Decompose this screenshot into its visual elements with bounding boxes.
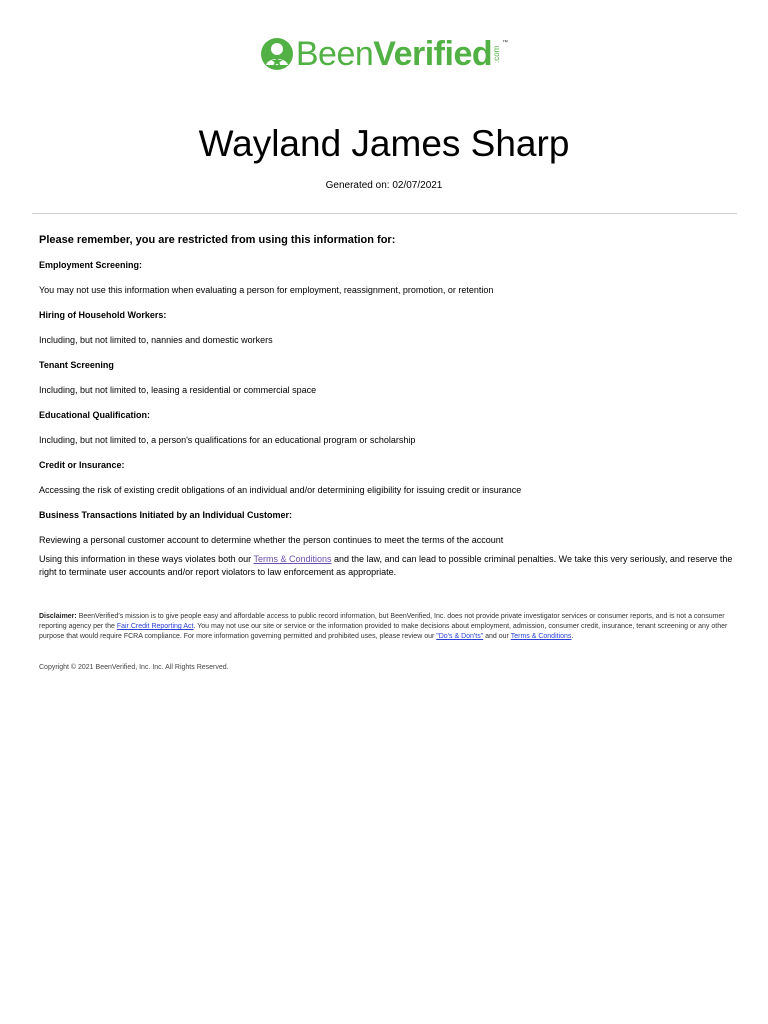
report-title: Wayland James Sharp — [198, 123, 570, 164]
generated-date: Generated on: 02/07/2021 — [325, 180, 443, 191]
disclaimer: Disclaimer: BeenVerified's mission is to give people easy and affordable access to public record information, but BeenVerified, Inc. does not provide private investigator services or consumer reports, and is not a consumer reporting agency per the Fair Credit Reporting Act. You may not use our site or service or the information provided to make decisions about employment, admission, consumer credit, insurance, tenant screening or any other purpose that would require FCRA compliance. For more information governing permitted and prohibited uses, please review our "Do's & Don'ts" and our Terms & Conditions. — [39, 613, 728, 640]
restriction-title: Tenant Screening — [39, 360, 114, 370]
restriction-text: Including, but not limited to, nannies and domestic workers — [39, 335, 273, 345]
logo-com: .com — [492, 45, 502, 63]
dos-donts-link[interactable]: "Do's & Don'ts" — [436, 633, 484, 640]
restriction-title: Educational Qualification: — [39, 410, 151, 420]
restriction-text: You may not use this information when evaluating a person for employment, reassignment, promotion, or retention — [39, 285, 494, 295]
disclaimer-label: Disclaimer: — [39, 613, 77, 620]
person-star-icon — [260, 37, 294, 71]
restrictions-section — [39, 234, 739, 579]
restrictions-heading: Please remember, you are restricted from using this information for: — [39, 234, 396, 246]
warning-text: Using this information in these ways violates both our Terms & Conditions and the law, and can lead to possible criminal penalties. We take this very seriously, and reserve the right to terminate user accounts and/or report violators to law enforcement as appropriate. — [39, 554, 733, 577]
logo-wordmark: BeenVerified — [295, 35, 493, 73]
restriction-text: Accessing the risk of existing credit obligations of an individual and/or determining eligibility for issuing credit or insurance — [39, 485, 522, 495]
restriction-title: Business Transactions Initiated by an Individual Customer: — [39, 510, 293, 520]
restriction-text: Including, but not limited to, leasing a residential or commercial space — [39, 385, 317, 395]
restriction-text: Including, but not limited to, a person's qualifications for an educational program or scholarship — [39, 435, 416, 445]
fcra-link[interactable]: Fair Credit Reporting Act — [116, 623, 194, 630]
logo-trademark: ™ — [502, 40, 509, 46]
restriction-text: Reviewing a personal customer account to determine whether the person continues to meet the terms of the account — [39, 535, 504, 545]
brand-logo — [0, 36, 768, 72]
restriction-title: Hiring of Household Workers: — [39, 310, 167, 320]
restriction-title: Employment Screening: — [39, 260, 143, 270]
terms-conditions-link[interactable]: Terms & Conditions — [253, 554, 332, 564]
divider — [32, 213, 737, 214]
copyright: Copyright © 2021 BeenVerified, Inc. Inc. All Rights Reserved. — [39, 664, 229, 671]
disclaimer-terms-link[interactable]: Terms & Conditions — [510, 633, 572, 640]
restriction-title: Credit or Insurance: — [39, 460, 125, 470]
